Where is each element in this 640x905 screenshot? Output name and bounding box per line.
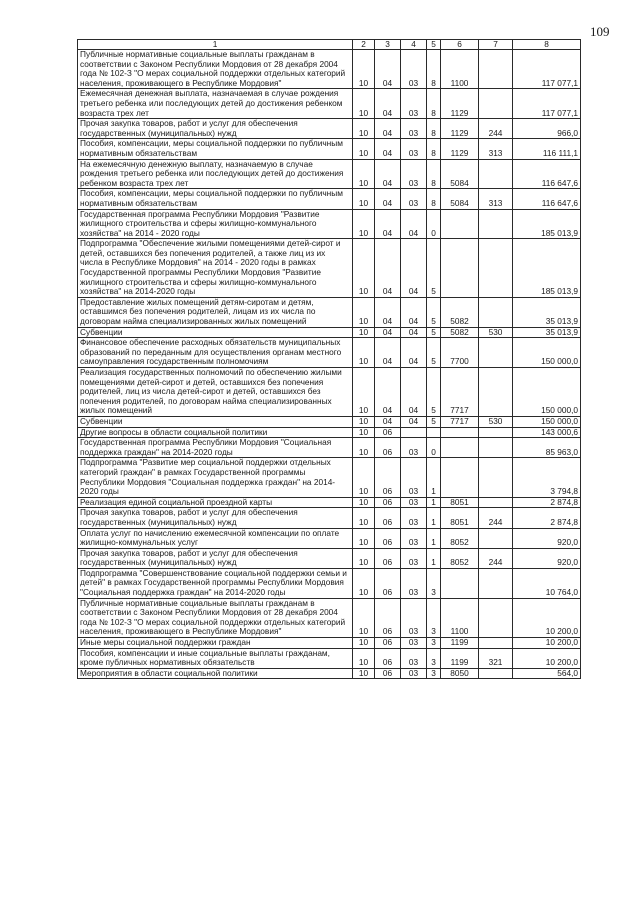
row-code-subprogram: 5 xyxy=(427,239,441,298)
row-code-item: 8050 xyxy=(441,668,479,679)
row-code-item: 7700 xyxy=(441,338,479,368)
row-code-subprogram: 8 xyxy=(427,50,441,89)
row-name: Государственная программа Республики Мордовия "Социальная поддержка граждан" на 2014-2020 годы xyxy=(78,438,353,458)
table-row xyxy=(78,648,581,668)
row-code-subprogram: 1 xyxy=(427,497,441,508)
header-col-2: 2 xyxy=(353,40,375,50)
row-code-section: 10 xyxy=(353,416,375,427)
row-amount: 920,0 xyxy=(513,548,581,568)
row-code-item: 8051 xyxy=(441,508,479,528)
row-code-expense-type xyxy=(479,427,513,438)
row-name: Подпрограмма "Развитие мер социальной поддержки отдельных категорий граждан" в рамках Государственной программы Республики Мордовия "Социальная поддержка граждан" на 2014-2020 годы xyxy=(78,458,353,497)
row-name: Реализация государственных полномочий по обеспечению жилыми помещениями детей-сирот и детей, оставшихся без попечения родителей, лиц из числа детей-сирот и детей, оставшихся без попечения родителей, по договорам найма специализированных жилых помещений xyxy=(78,368,353,417)
row-code-section: 10 xyxy=(353,638,375,649)
row-code-subsection: 04 xyxy=(375,50,401,89)
row-amount: 2 874,8 xyxy=(513,508,581,528)
row-code-expense-type: 321 xyxy=(479,648,513,668)
row-code-item: 1199 xyxy=(441,638,479,649)
row-amount: 3 794,8 xyxy=(513,458,581,497)
row-amount: 150 000,0 xyxy=(513,368,581,417)
table-row xyxy=(78,89,581,119)
row-code-program: 04 xyxy=(401,209,427,239)
row-code-program: 03 xyxy=(401,648,427,668)
row-name: Мероприятия в области социальной политики xyxy=(78,668,353,679)
table-row xyxy=(78,568,581,598)
row-code-section: 10 xyxy=(353,668,375,679)
row-code-item: 1129 xyxy=(441,139,479,159)
row-code-subprogram: 3 xyxy=(427,648,441,668)
row-code-program: 03 xyxy=(401,508,427,528)
row-code-subsection: 06 xyxy=(375,548,401,568)
row-code-item xyxy=(441,427,479,438)
row-amount: 10 764,0 xyxy=(513,568,581,598)
row-name: Подпрограмма "Обеспечение жилыми помещениями детей-сирот и детей, оставшихся без попечения родителей, а также лиц из их числа в Республике Мордовия" на 2014 - 2020 годы в рамках Государственной программы Республики Мордовия "Развитие жилищного строительства и сферы жилищно-коммунального хозяйства" на 2014-2020 годы xyxy=(78,239,353,298)
row-code-expense-type xyxy=(479,297,513,327)
row-code-subprogram: 5 xyxy=(427,368,441,417)
row-code-expense-type xyxy=(479,338,513,368)
row-code-item: 1129 xyxy=(441,119,479,139)
row-code-subsection: 06 xyxy=(375,568,401,598)
row-code-subsection: 06 xyxy=(375,458,401,497)
row-name: Субвенции xyxy=(78,416,353,427)
row-name: Оплата услуг по начислению ежемесячной компенсации по оплате жилищно-коммунальных услуг xyxy=(78,528,353,548)
row-code-expense-type: 530 xyxy=(479,416,513,427)
row-code-section: 10 xyxy=(353,528,375,548)
row-code-subsection: 04 xyxy=(375,209,401,239)
row-amount: 143 000,6 xyxy=(513,427,581,438)
row-name: Субвенции xyxy=(78,327,353,338)
row-code-program: 04 xyxy=(401,368,427,417)
row-code-item: 1199 xyxy=(441,648,479,668)
table-row xyxy=(78,338,581,368)
row-amount: 10 200,0 xyxy=(513,638,581,649)
row-code-section: 10 xyxy=(353,598,375,637)
row-name: Государственная программа Республики Мордовия "Развитие жилищного строительства и сферы жилищно-коммунального хозяйства" на 2014 - 2020 годы xyxy=(78,209,353,239)
row-code-section: 10 xyxy=(353,568,375,598)
table-row xyxy=(78,189,581,209)
row-code-section: 10 xyxy=(353,508,375,528)
row-code-program: 03 xyxy=(401,497,427,508)
row-code-expense-type xyxy=(479,209,513,239)
row-code-expense-type xyxy=(479,638,513,649)
table-row xyxy=(78,297,581,327)
table-row xyxy=(78,427,581,438)
row-code-program: 03 xyxy=(401,89,427,119)
row-code-program: 03 xyxy=(401,568,427,598)
row-code-section: 10 xyxy=(353,497,375,508)
row-code-section: 10 xyxy=(353,368,375,417)
row-code-subsection: 06 xyxy=(375,497,401,508)
row-code-program: 03 xyxy=(401,50,427,89)
row-name: Финансовое обеспечение расходных обязательств муниципальных образований по переданным для осуществления органам местного самоуправления государственным полномочиям xyxy=(78,338,353,368)
row-amount: 185 013,9 xyxy=(513,239,581,298)
row-code-section: 10 xyxy=(353,548,375,568)
row-code-expense-type: 244 xyxy=(479,119,513,139)
row-amount: 150 000,0 xyxy=(513,416,581,427)
table-row xyxy=(78,598,581,637)
table-row xyxy=(78,139,581,159)
row-code-item: 1100 xyxy=(441,50,479,89)
row-code-program: 03 xyxy=(401,159,427,189)
row-code-subsection: 04 xyxy=(375,89,401,119)
row-amount: 117 077,1 xyxy=(513,50,581,89)
row-code-subsection: 04 xyxy=(375,368,401,417)
row-code-item: 8051 xyxy=(441,497,479,508)
row-code-subprogram: 1 xyxy=(427,458,441,497)
row-code-subsection: 06 xyxy=(375,427,401,438)
row-name: Подпрограмма "Совершенствование социальной поддержки семьи и детей" в рамках Государственной программы Республики Мордовия "Социальная поддержка граждан" на 2014-2020 годы xyxy=(78,568,353,598)
row-code-subprogram: 8 xyxy=(427,189,441,209)
table-row xyxy=(78,528,581,548)
row-name: Иные меры социальной поддержки граждан xyxy=(78,638,353,649)
row-code-expense-type xyxy=(479,458,513,497)
row-code-program xyxy=(401,427,427,438)
row-name: Прочая закупка товаров, работ и услуг для обеспечения государственных (муниципальных) нужд xyxy=(78,548,353,568)
row-code-subsection: 04 xyxy=(375,189,401,209)
table-row xyxy=(78,548,581,568)
row-amount: 10 200,0 xyxy=(513,648,581,668)
row-amount: 966,0 xyxy=(513,119,581,139)
row-code-section: 10 xyxy=(353,458,375,497)
row-code-item: 5082 xyxy=(441,327,479,338)
table-row xyxy=(78,497,581,508)
row-code-subsection: 04 xyxy=(375,297,401,327)
header-col-8: 8 xyxy=(513,40,581,50)
row-code-subprogram: 5 xyxy=(427,338,441,368)
row-code-program: 03 xyxy=(401,528,427,548)
row-code-section: 10 xyxy=(353,189,375,209)
row-name: Реализация единой социальной проездной карты xyxy=(78,497,353,508)
table-row xyxy=(78,368,581,417)
budget-table xyxy=(77,39,581,679)
row-code-section: 10 xyxy=(353,648,375,668)
row-code-program: 03 xyxy=(401,119,427,139)
row-name: Публичные нормативные социальные выплаты гражданам в соответствии с Законом Республики Мордовия от 28 декабря 2004 года № 102-З "О мерах социальной поддержки отдельных категорий населения, проживающего в Республике Мордовия" xyxy=(78,50,353,89)
row-code-subprogram: 5 xyxy=(427,416,441,427)
row-code-expense-type: 313 xyxy=(479,139,513,159)
table-row xyxy=(78,638,581,649)
row-code-section: 10 xyxy=(353,89,375,119)
row-amount: 35 013,9 xyxy=(513,297,581,327)
row-code-item xyxy=(441,568,479,598)
row-code-program: 03 xyxy=(401,458,427,497)
row-code-subprogram: 8 xyxy=(427,159,441,189)
row-code-program: 04 xyxy=(401,338,427,368)
row-code-subsection: 06 xyxy=(375,638,401,649)
row-code-subprogram: 1 xyxy=(427,548,441,568)
row-code-item: 5084 xyxy=(441,159,479,189)
row-code-expense-type xyxy=(479,438,513,458)
row-code-subsection: 06 xyxy=(375,438,401,458)
row-code-item: 7717 xyxy=(441,368,479,417)
row-code-item: 5084 xyxy=(441,189,479,209)
row-code-program: 03 xyxy=(401,668,427,679)
row-name: Ежемесячная денежная выплата, назначаемая в случае рождения третьего ребенка или последующих детей до достижения ребенком возраста трех лет xyxy=(78,89,353,119)
row-code-subprogram: 3 xyxy=(427,638,441,649)
row-code-subsection: 04 xyxy=(375,119,401,139)
row-code-section: 10 xyxy=(353,50,375,89)
row-name: Пособия, компенсации, меры социальной поддержки по публичным нормативным обязательствам xyxy=(78,189,353,209)
row-amount: 150 000,0 xyxy=(513,338,581,368)
row-amount: 116 111,1 xyxy=(513,139,581,159)
row-code-subsection: 06 xyxy=(375,668,401,679)
row-code-expense-type xyxy=(479,50,513,89)
row-code-program: 03 xyxy=(401,189,427,209)
row-code-subprogram: 1 xyxy=(427,508,441,528)
row-code-program: 04 xyxy=(401,297,427,327)
table-row xyxy=(78,209,581,239)
row-code-expense-type xyxy=(479,239,513,298)
row-code-subprogram: 8 xyxy=(427,139,441,159)
row-code-item xyxy=(441,458,479,497)
row-code-section: 10 xyxy=(353,139,375,159)
row-code-subprogram: 0 xyxy=(427,209,441,239)
row-name: Пособия, компенсации, меры социальной поддержки по публичным нормативным обязательствам xyxy=(78,139,353,159)
row-code-expense-type: 244 xyxy=(479,508,513,528)
row-code-expense-type xyxy=(479,159,513,189)
row-code-item: 5082 xyxy=(441,297,479,327)
table-row xyxy=(78,119,581,139)
row-code-section: 10 xyxy=(353,438,375,458)
row-code-expense-type: 313 xyxy=(479,189,513,209)
row-code-program: 04 xyxy=(401,327,427,338)
row-code-item: 7717 xyxy=(441,416,479,427)
row-name: Пособия, компенсации и иные социальные выплаты гражданам, кроме публичных нормативных обязательств xyxy=(78,648,353,668)
column-number-header xyxy=(78,40,581,50)
row-code-expense-type xyxy=(479,668,513,679)
table-row xyxy=(78,327,581,338)
table-row xyxy=(78,50,581,89)
row-code-subprogram: 5 xyxy=(427,327,441,338)
row-code-section: 10 xyxy=(353,427,375,438)
table-row xyxy=(78,458,581,497)
row-code-program: 03 xyxy=(401,638,427,649)
row-amount: 10 200,0 xyxy=(513,598,581,637)
header-col-5: 5 xyxy=(427,40,441,50)
row-code-subsection: 06 xyxy=(375,508,401,528)
row-code-section: 10 xyxy=(353,297,375,327)
row-code-expense-type: 244 xyxy=(479,548,513,568)
row-code-program: 03 xyxy=(401,548,427,568)
row-code-subsection: 04 xyxy=(375,416,401,427)
row-code-item: 8052 xyxy=(441,528,479,548)
row-code-expense-type xyxy=(479,528,513,548)
row-code-subprogram: 0 xyxy=(427,438,441,458)
row-code-subsection: 04 xyxy=(375,327,401,338)
row-code-section: 10 xyxy=(353,338,375,368)
row-code-subprogram: 3 xyxy=(427,598,441,637)
row-code-subprogram: 8 xyxy=(427,119,441,139)
row-name: Другие вопросы в области социальной политики xyxy=(78,427,353,438)
row-code-section: 10 xyxy=(353,209,375,239)
row-code-item: 8052 xyxy=(441,548,479,568)
row-code-program: 03 xyxy=(401,438,427,458)
row-code-subprogram: 8 xyxy=(427,89,441,119)
row-name: Предоставление жилых помещений детям-сиротам и детям, оставшимся без попечения родителей, лицам из их числа по договорам найма специализированных жилых помещений xyxy=(78,297,353,327)
row-amount: 85 963,0 xyxy=(513,438,581,458)
row-code-item xyxy=(441,209,479,239)
row-name: Прочая закупка товаров, работ и услуг для обеспечения государственных (муниципальных) нужд xyxy=(78,119,353,139)
row-name: Публичные нормативные социальные выплаты гражданам в соответствии с Законом Республики Мордовия от 28 декабря 2004 года № 102-З "О мерах социальной поддержки отдельных категорий населения, проживающего в Республике Мордовия" xyxy=(78,598,353,637)
header-col-6: 6 xyxy=(441,40,479,50)
table-row xyxy=(78,416,581,427)
row-code-subsection: 04 xyxy=(375,139,401,159)
row-code-section: 10 xyxy=(353,119,375,139)
header-col-3: 3 xyxy=(375,40,401,50)
table-row xyxy=(78,159,581,189)
row-code-expense-type xyxy=(479,89,513,119)
row-amount: 116 647,6 xyxy=(513,189,581,209)
row-code-subprogram: 3 xyxy=(427,568,441,598)
row-code-subsection: 06 xyxy=(375,598,401,637)
row-code-expense-type xyxy=(479,497,513,508)
row-code-subsection: 06 xyxy=(375,528,401,548)
table-row xyxy=(78,668,581,679)
row-code-expense-type xyxy=(479,598,513,637)
row-code-subsection: 04 xyxy=(375,338,401,368)
row-code-item: 1100 xyxy=(441,598,479,637)
table-row xyxy=(78,239,581,298)
row-code-subprogram xyxy=(427,427,441,438)
row-code-section: 10 xyxy=(353,159,375,189)
header-col-4: 4 xyxy=(401,40,427,50)
row-code-section: 10 xyxy=(353,327,375,338)
row-amount: 564,0 xyxy=(513,668,581,679)
row-code-item xyxy=(441,239,479,298)
row-code-expense-type xyxy=(479,568,513,598)
row-amount: 35 013,9 xyxy=(513,327,581,338)
row-amount: 920,0 xyxy=(513,528,581,548)
header-col-1: 1 xyxy=(78,40,353,50)
page-number: 109 xyxy=(590,24,610,39)
row-code-subsection: 04 xyxy=(375,239,401,298)
row-code-item xyxy=(441,438,479,458)
row-amount: 185 013,9 xyxy=(513,209,581,239)
row-amount: 116 647,6 xyxy=(513,159,581,189)
row-code-program: 03 xyxy=(401,139,427,159)
row-code-subprogram: 5 xyxy=(427,297,441,327)
row-code-subsection: 06 xyxy=(375,648,401,668)
row-amount: 2 874,8 xyxy=(513,497,581,508)
row-code-subsection: 04 xyxy=(375,159,401,189)
table-row xyxy=(78,508,581,528)
row-code-program: 04 xyxy=(401,416,427,427)
row-code-program: 03 xyxy=(401,598,427,637)
row-code-expense-type xyxy=(479,368,513,417)
table-row xyxy=(78,438,581,458)
header-col-7: 7 xyxy=(479,40,513,50)
row-code-subprogram: 1 xyxy=(427,528,441,548)
row-code-expense-type: 530 xyxy=(479,327,513,338)
row-name: Прочая закупка товаров, работ и услуг для обеспечения государственных (муниципальных) нужд xyxy=(78,508,353,528)
row-code-item: 1129 xyxy=(441,89,479,119)
row-code-subprogram: 3 xyxy=(427,668,441,679)
row-code-section: 10 xyxy=(353,239,375,298)
row-code-program: 04 xyxy=(401,239,427,298)
row-amount: 117 077,1 xyxy=(513,89,581,119)
row-name: На ежемесячную денежную выплату, назначаемую в случае рождения третьего ребенка или последующих детей до достижения ребенком возраста трех лет xyxy=(78,159,353,189)
